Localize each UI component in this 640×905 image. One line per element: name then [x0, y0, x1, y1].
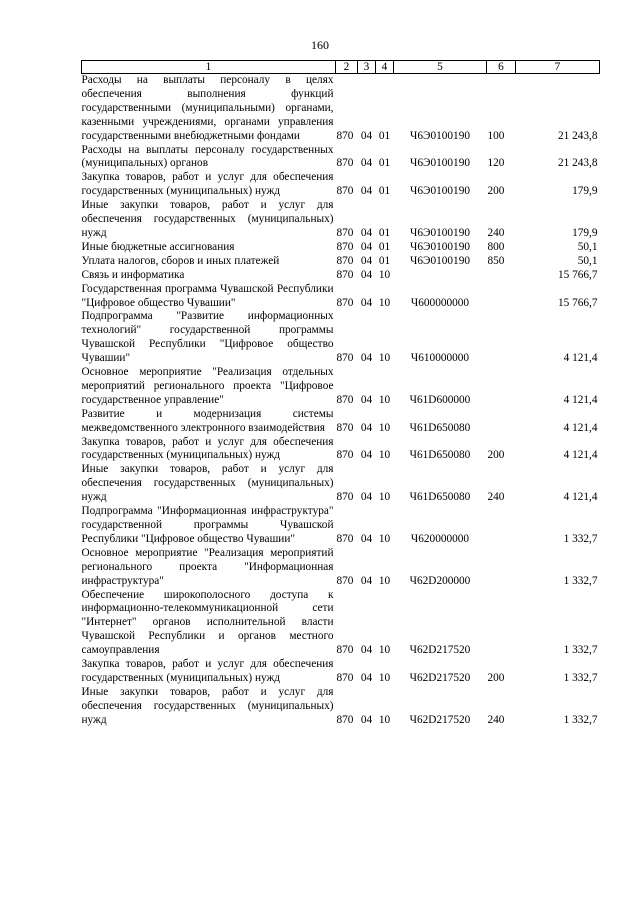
- table-row: [82, 283, 600, 311]
- cell-expense-type: 200: [487, 449, 505, 462]
- cell-section: 04: [360, 574, 373, 587]
- cell-section: 04: [360, 157, 373, 170]
- cell-section: 04: [360, 240, 373, 253]
- cell-chapter: 870: [336, 240, 354, 253]
- cell-target-article: Ч620000000: [410, 532, 470, 545]
- cell-target-article: Ч61D650080: [409, 491, 471, 504]
- cell-section: 04: [360, 268, 373, 281]
- cell-target-article: [394, 269, 487, 283]
- cell-subsection: 10: [378, 671, 391, 684]
- cell-section: 04: [360, 129, 373, 142]
- cell-expense-type: [487, 269, 516, 283]
- cell-subsection: 10: [378, 352, 391, 365]
- cell-amount: 15 766,7: [557, 296, 598, 309]
- cell-subsection: 10: [378, 713, 391, 726]
- header-cell: 6: [487, 61, 516, 74]
- cell-expense-type: 100: [487, 129, 505, 142]
- cell-chapter: 870: [336, 574, 354, 587]
- cell-amount: 4 121,4: [563, 352, 598, 365]
- cell-subsection: 10: [378, 449, 391, 462]
- table-row: [82, 547, 600, 589]
- row-name: Обеспечение широкополосного доступа к информационно-телекоммуникационной сети "Интернет" органов исполнительной власти Чувашской Республики и органов местного самоуправления: [81, 588, 334, 657]
- cell-section: 04: [360, 421, 373, 434]
- cell-expense-type: [487, 408, 516, 436]
- cell-amount: 50,1: [577, 240, 598, 253]
- cell-expense-type: [487, 505, 516, 547]
- table-row: [82, 171, 600, 199]
- cell-section: 04: [360, 296, 373, 309]
- row-name: Развитие и модернизация системы межведомственного электронного взаимодействия: [81, 407, 334, 434]
- cell-chapter: 870: [336, 421, 354, 434]
- row-name: Закупка товаров, работ и услуг для обеспечения государственных (муниципальных) нужд: [81, 435, 334, 462]
- cell-subsection: 01: [378, 240, 391, 253]
- cell-amount: 1 332,7: [563, 644, 598, 657]
- cell-expense-type: 240: [487, 491, 505, 504]
- cell-expense-type: [487, 547, 516, 589]
- cell-target-article: Ч6Э0100190: [410, 226, 470, 239]
- cell-expense-type: 240: [487, 226, 505, 239]
- header-cell: 5: [394, 61, 487, 74]
- cell-amount: 4 121,4: [563, 421, 598, 434]
- row-name: Закупка товаров, работ и услуг для обеспечения государственных (муниципальных) нужд: [81, 171, 334, 198]
- table-row: [82, 199, 600, 241]
- cell-expense-type: 120: [487, 157, 505, 170]
- cell-section: 04: [360, 491, 373, 504]
- table-row: [82, 255, 600, 269]
- cell-chapter: 870: [336, 352, 354, 365]
- header-cell: 1: [82, 61, 336, 74]
- cell-expense-type: 200: [487, 671, 505, 684]
- cell-section: 04: [360, 644, 373, 657]
- cell-chapter: 870: [336, 644, 354, 657]
- cell-target-article: Ч6Э0100190: [410, 157, 470, 170]
- cell-amount: 1 332,7: [563, 671, 598, 684]
- page-number: 160: [311, 38, 329, 52]
- cell-target-article: Ч62D217520: [409, 713, 471, 726]
- cell-section: 04: [360, 254, 373, 267]
- cell-chapter: 870: [336, 296, 354, 309]
- cell-expense-type: 200: [487, 185, 505, 198]
- cell-target-article: Ч62D200000: [409, 574, 471, 587]
- cell-subsection: 10: [378, 268, 391, 281]
- row-name: Иные закупки товаров, работ и услуг для обеспечения государственных (муниципальных) нужд: [81, 199, 334, 239]
- cell-chapter: 870: [336, 713, 354, 726]
- row-name: Закупка товаров, работ и услуг для обеспечения государственных (муниципальных) нужд: [81, 658, 334, 684]
- table-body: [82, 74, 600, 728]
- cell-amount: 21 243,8: [557, 157, 598, 170]
- table-row: [82, 241, 600, 255]
- cell-subsection: 01: [378, 185, 391, 198]
- row-name: Уплата налогов, сборов и иных платежей: [81, 254, 280, 267]
- cell-target-article: Ч61D650080: [409, 449, 471, 462]
- cell-chapter: 870: [336, 393, 354, 406]
- row-name: Подпрограмма "Информационная инфраструктура" государственной программы Чувашской Республики "Цифровое общество Чувашии": [81, 505, 334, 545]
- cell-amount: 4 121,4: [563, 449, 598, 462]
- table-row: [82, 366, 600, 408]
- cell-chapter: 870: [336, 268, 354, 281]
- cell-chapter: 870: [336, 185, 354, 198]
- cell-subsection: 01: [378, 226, 391, 239]
- cell-expense-type: [487, 310, 516, 366]
- table-row: [82, 310, 600, 366]
- cell-section: 04: [360, 352, 373, 365]
- cell-target-article: Ч6Э0100190: [410, 254, 470, 267]
- cell-amount: 1 332,7: [563, 574, 598, 587]
- budget-table: [81, 60, 600, 728]
- row-name: Расходы на выплаты персоналу государственных (муниципальных) органов: [81, 143, 334, 170]
- cell-amount: 15 766,7: [557, 268, 598, 281]
- cell-expense-type: 240: [487, 713, 505, 726]
- row-name: Иные закупки товаров, работ и услуг для обеспечения государственных (муниципальных) нужд: [81, 685, 334, 726]
- header-cell: 3: [358, 61, 376, 74]
- cell-target-article: Ч62D217520: [409, 644, 471, 657]
- header-cell: 4: [376, 61, 394, 74]
- cell-subsection: 10: [378, 491, 391, 504]
- cell-section: 04: [360, 226, 373, 239]
- cell-chapter: 870: [336, 532, 354, 545]
- table-row: [82, 463, 600, 505]
- cell-target-article: Ч61D650080: [409, 421, 471, 434]
- cell-amount: 1 332,7: [563, 532, 598, 545]
- cell-target-article: Ч62D217520: [409, 671, 471, 684]
- row-name: Основное мероприятие "Реализация мероприятий регионального проекта "Информационная инфраструктура": [81, 546, 334, 587]
- row-name: Государственная программа Чувашской Республики "Цифровое общество Чувашии": [81, 282, 334, 309]
- cell-amount: 50,1: [577, 254, 598, 267]
- header-cell: 7: [516, 61, 600, 74]
- table-row: [82, 436, 600, 464]
- cell-chapter: 870: [336, 449, 354, 462]
- cell-target-article: Ч61D600000: [409, 393, 471, 406]
- cell-expense-type: [487, 589, 516, 659]
- table-row: [82, 589, 600, 659]
- row-name: Связь и информатика: [81, 268, 185, 281]
- cell-target-article: Ч600000000: [410, 296, 470, 309]
- table-row: [82, 505, 600, 547]
- cell-amount: 179,9: [572, 226, 598, 239]
- cell-amount: 4 121,4: [563, 393, 598, 406]
- row-name: Расходы на выплаты персоналу в целях обеспечения выполнения функций государственными (муниципальными) органами, казенными учреждениями, органами управления государственными внебюджетными фондами: [81, 74, 334, 142]
- table-row: [82, 658, 600, 686]
- cell-amount: 4 121,4: [563, 491, 598, 504]
- header-cell: 2: [336, 61, 358, 74]
- cell-subsection: 10: [378, 574, 391, 587]
- cell-target-article: Ч6Э0100190: [410, 129, 470, 142]
- table-row: [82, 74, 600, 144]
- cell-subsection: 10: [378, 644, 391, 657]
- cell-subsection: 01: [378, 157, 391, 170]
- cell-amount: 21 243,8: [557, 129, 598, 142]
- cell-section: 04: [360, 713, 373, 726]
- row-name: Иные закупки товаров, работ и услуг для обеспечения государственных (муниципальных) нужд: [81, 463, 334, 504]
- cell-chapter: 870: [336, 491, 354, 504]
- cell-target-article: Ч6Э0100190: [410, 240, 470, 253]
- cell-amount: 179,9: [572, 185, 598, 198]
- table-row: [82, 686, 600, 728]
- cell-expense-type: 850: [487, 254, 505, 267]
- cell-subsection: 01: [378, 254, 391, 267]
- cell-chapter: 870: [336, 254, 354, 267]
- cell-section: 04: [360, 393, 373, 406]
- cell-section: 04: [360, 671, 373, 684]
- cell-subsection: 01: [378, 129, 391, 142]
- cell-subsection: 10: [378, 532, 391, 545]
- cell-chapter: 870: [336, 157, 354, 170]
- cell-chapter: 870: [336, 226, 354, 239]
- cell-expense-type: [487, 366, 516, 408]
- row-name: Иные бюджетные ассигнования: [81, 240, 235, 253]
- cell-target-article: Ч610000000: [410, 352, 470, 365]
- cell-target-article: Ч6Э0100190: [410, 185, 470, 198]
- cell-amount: 1 332,7: [563, 713, 598, 726]
- table-row: [82, 269, 600, 283]
- cell-expense-type: 800: [487, 240, 505, 253]
- cell-section: 04: [360, 532, 373, 545]
- table-row: [82, 144, 600, 172]
- cell-expense-type: [487, 283, 516, 311]
- cell-chapter: 870: [336, 129, 354, 142]
- table-row: [82, 408, 600, 436]
- cell-subsection: 10: [378, 421, 391, 434]
- cell-chapter: 870: [336, 671, 354, 684]
- table-header: [82, 61, 600, 74]
- cell-subsection: 10: [378, 393, 391, 406]
- cell-subsection: 10: [378, 296, 391, 309]
- cell-section: 04: [360, 449, 373, 462]
- cell-section: 04: [360, 185, 373, 198]
- row-name: Основное мероприятие "Реализация отдельных мероприятий регионального проекта "Цифровое государственное управление": [81, 366, 334, 406]
- row-name: Подпрограмма "Развитие информационных технологий" государственной программы Чувашской Республики "Цифровое общество Чувашии": [81, 310, 334, 365]
